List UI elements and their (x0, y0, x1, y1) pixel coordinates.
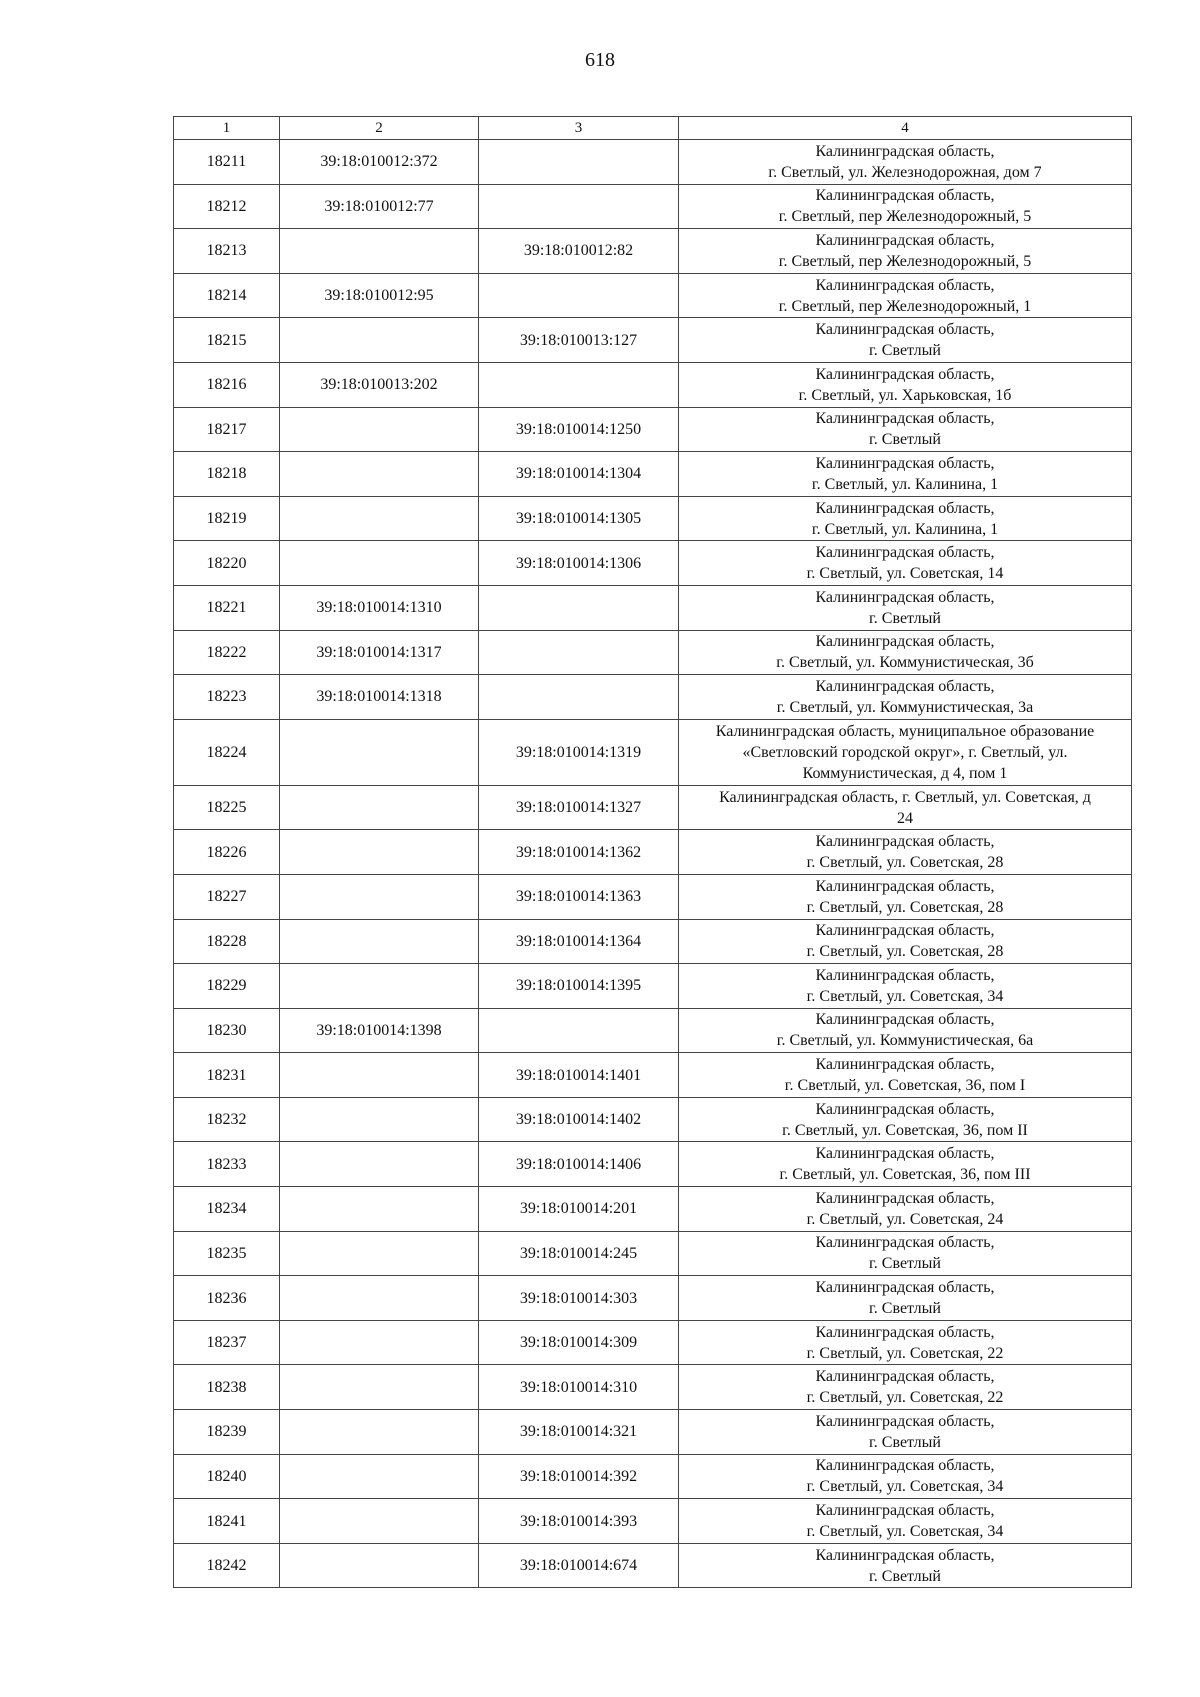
row-number: 18211 (174, 140, 280, 185)
table-row (174, 630, 1132, 675)
cadastral-number-col3: 39:18:010014:1401 (479, 1053, 679, 1098)
row-number: 18223 (174, 675, 280, 720)
register-table (173, 116, 1132, 1588)
cadastral-number-col2: 39:18:010012:95 (280, 273, 479, 318)
table-row (174, 407, 1132, 452)
table-row (174, 785, 1132, 830)
cadastral-number-col3: 39:18:010014:393 (479, 1499, 679, 1544)
row-number: 18225 (174, 785, 280, 830)
row-number: 18241 (174, 1499, 280, 1544)
row-number: 18214 (174, 273, 280, 318)
cadastral-number-col3: 39:18:010014:201 (479, 1187, 679, 1232)
cadastral-number-col2: 39:18:010014:1310 (280, 585, 479, 630)
table-row (174, 1097, 1132, 1142)
row-number: 18213 (174, 229, 280, 274)
cadastral-number-col3: 39:18:010014:1363 (479, 874, 679, 919)
cadastral-number-col3 (479, 630, 679, 675)
row-number: 18224 (174, 719, 280, 785)
table-row (174, 318, 1132, 363)
table-row (174, 1320, 1132, 1365)
table-row (174, 585, 1132, 630)
row-number: 18236 (174, 1276, 280, 1321)
cadastral-number-col3: 39:18:010014:321 (479, 1410, 679, 1455)
cadastral-number-col2 (280, 1454, 479, 1499)
table-row (174, 1365, 1132, 1410)
table-row (174, 452, 1132, 497)
table-row (174, 1276, 1132, 1321)
cadastral-number-col3: 39:18:010014:1327 (479, 785, 679, 830)
cadastral-number-col2: 39:18:010014:1318 (280, 675, 479, 720)
address: Калининградская область, г. Светлый, ул. Советская, д 24 (679, 785, 1132, 830)
cadastral-number-col3: 39:18:010014:245 (479, 1231, 679, 1276)
cadastral-number-col3 (479, 140, 679, 185)
cadastral-number-col3: 39:18:010013:127 (479, 318, 679, 363)
cadastral-number-col2 (280, 229, 479, 274)
table-row (174, 1543, 1132, 1588)
cadastral-number-col2 (280, 1543, 479, 1588)
table-row (174, 140, 1132, 185)
table-row (174, 184, 1132, 229)
cadastral-number-col3: 39:18:010014:310 (479, 1365, 679, 1410)
table-row (174, 273, 1132, 318)
cadastral-number-col2 (280, 1320, 479, 1365)
column-header-4: 4 (679, 117, 1132, 140)
address: Калининградская область, г. Светлый, ул. Коммунистическая, 6а (679, 1008, 1132, 1053)
column-header-3: 3 (479, 117, 679, 140)
row-number: 18221 (174, 585, 280, 630)
cadastral-number-col3 (479, 1008, 679, 1053)
cadastral-number-col2: 39:18:010013:202 (280, 362, 479, 407)
cadastral-number-col2: 39:18:010012:372 (280, 140, 479, 185)
table-row (174, 1187, 1132, 1232)
cadastral-number-col3: 39:18:010014:303 (479, 1276, 679, 1321)
page-number: 618 (585, 49, 615, 71)
cadastral-number-col2 (280, 874, 479, 919)
table-row (174, 919, 1132, 964)
table-row (174, 1454, 1132, 1499)
row-number: 18232 (174, 1097, 280, 1142)
address: Калининградская область, г. Светлый (679, 318, 1132, 363)
cadastral-number-col2 (280, 964, 479, 1009)
table-row (174, 541, 1132, 586)
address: Калининградская область, г. Светлый, ул. Советская, 36, пом II (679, 1097, 1132, 1142)
cadastral-number-col3: 39:18:010014:392 (479, 1454, 679, 1499)
row-number: 18240 (174, 1454, 280, 1499)
address: Калининградская область, г. Светлый, ул. Харьковская, 1б (679, 362, 1132, 407)
row-number: 18212 (174, 184, 280, 229)
address: Калининградская область, г. Светлый (679, 1543, 1132, 1588)
row-number: 18217 (174, 407, 280, 452)
address: Калининградская область, г. Светлый, пер Железнодорожный, 1 (679, 273, 1132, 318)
cadastral-number-col2 (280, 785, 479, 830)
cadastral-number-col3: 39:18:010014:1362 (479, 830, 679, 875)
row-number: 18218 (174, 452, 280, 497)
table-row (174, 1008, 1132, 1053)
address: Калининградская область, г. Светлый, ул. Советская, 24 (679, 1187, 1132, 1232)
address: Калининградская область, г. Светлый, ул. Советская, 14 (679, 541, 1132, 586)
table-row (174, 496, 1132, 541)
cadastral-number-col2 (280, 1053, 479, 1098)
address: Калининградская область, г. Светлый, ул. Советская, 28 (679, 919, 1132, 964)
row-number: 18222 (174, 630, 280, 675)
row-number: 18239 (174, 1410, 280, 1455)
cadastral-number-col3: 39:18:010014:1306 (479, 541, 679, 586)
row-number: 18227 (174, 874, 280, 919)
cadastral-number-col2 (280, 1231, 479, 1276)
address: Калининградская область, г. Светлый, ул. Советская, 28 (679, 874, 1132, 919)
cadastral-number-col2 (280, 919, 479, 964)
address: Калининградская область, г. Светлый, ул. Советская, 34 (679, 964, 1132, 1009)
address: Калининградская область, г. Светлый (679, 1410, 1132, 1455)
row-number: 18233 (174, 1142, 280, 1187)
cadastral-number-col3: 39:18:010014:1250 (479, 407, 679, 452)
cadastral-number-col3: 39:18:010014:1402 (479, 1097, 679, 1142)
table-row (174, 830, 1132, 875)
column-header-1: 1 (174, 117, 280, 140)
cadastral-number-col2 (280, 830, 479, 875)
address: Калининградская область, г. Светлый, ул. Железнодорожная, дом 7 (679, 140, 1132, 185)
address: Калининградская область, г. Светлый, ул. Калинина, 1 (679, 496, 1132, 541)
table-row (174, 1231, 1132, 1276)
address: Калининградская область, г. Светлый, ул. Советская, 28 (679, 830, 1132, 875)
row-number: 18220 (174, 541, 280, 586)
cadastral-number-col3: 39:18:010014:1305 (479, 496, 679, 541)
table-row (174, 362, 1132, 407)
address: Калининградская область, г. Светлый, ул. Советская, 22 (679, 1365, 1132, 1410)
cadastral-number-col2 (280, 452, 479, 497)
cadastral-number-col2 (280, 541, 479, 586)
cadastral-number-col3: 39:18:010014:674 (479, 1543, 679, 1588)
row-number: 18235 (174, 1231, 280, 1276)
table-row (174, 874, 1132, 919)
address: Калининградская область, г. Светлый, ул. Советская, 36, пом III (679, 1142, 1132, 1187)
address: Калининградская область, г. Светлый, ул. Советская, 22 (679, 1320, 1132, 1365)
table-row (174, 229, 1132, 274)
cadastral-number-col2: 39:18:010012:77 (280, 184, 479, 229)
cadastral-number-col3: 39:18:010014:309 (479, 1320, 679, 1365)
row-number: 18216 (174, 362, 280, 407)
cadastral-number-col2 (280, 318, 479, 363)
row-number: 18219 (174, 496, 280, 541)
cadastral-number-col2 (280, 407, 479, 452)
row-number: 18228 (174, 919, 280, 964)
column-header-2: 2 (280, 117, 479, 140)
cadastral-number-col3 (479, 362, 679, 407)
cadastral-number-col2 (280, 1142, 479, 1187)
table-row (174, 1410, 1132, 1455)
table-row (174, 675, 1132, 720)
row-number: 18234 (174, 1187, 280, 1232)
cadastral-number-col2 (280, 1097, 479, 1142)
address: Калининградская область, г. Светлый, ул. Коммунистическая, 3а (679, 675, 1132, 720)
header-row (174, 117, 1132, 140)
cadastral-number-col3: 39:18:010014:1395 (479, 964, 679, 1009)
row-number: 18237 (174, 1320, 280, 1365)
row-number: 18229 (174, 964, 280, 1009)
cadastral-number-col2 (280, 719, 479, 785)
cadastral-number-col2: 39:18:010014:1398 (280, 1008, 479, 1053)
address: Калининградская область, г. Светлый, пер Железнодорожный, 5 (679, 184, 1132, 229)
cadastral-number-col3: 39:18:010014:1304 (479, 452, 679, 497)
address: Калининградская область, г. Светлый, ул. Коммунистическая, 3б (679, 630, 1132, 675)
row-number: 18238 (174, 1365, 280, 1410)
address: Калининградская область, г. Светлый, ул. Советская, 34 (679, 1454, 1132, 1499)
address: Калининградская область, муниципальное образование «Светловский городской округ», г. Светлый, ул. Коммунистическая, д 4, пом 1 (679, 719, 1132, 785)
cadastral-number-col3 (479, 273, 679, 318)
cadastral-number-col3 (479, 585, 679, 630)
address: Калининградская область, г. Светлый (679, 407, 1132, 452)
cadastral-number-col2 (280, 496, 479, 541)
cadastral-number-col3: 39:18:010014:1364 (479, 919, 679, 964)
cadastral-number-col2 (280, 1187, 479, 1232)
address: Калининградская область, г. Светлый, ул. Советская, 36, пом I (679, 1053, 1132, 1098)
table-row (174, 1142, 1132, 1187)
table-row (174, 964, 1132, 1009)
table-body (174, 140, 1132, 1588)
cadastral-number-col2 (280, 1365, 479, 1410)
address: Калининградская область, г. Светлый, ул. Калинина, 1 (679, 452, 1132, 497)
cadastral-number-col3: 39:18:010012:82 (479, 229, 679, 274)
cadastral-number-col3 (479, 184, 679, 229)
cadastral-number-col3 (479, 675, 679, 720)
table-row (174, 1499, 1132, 1544)
table-header (174, 117, 1132, 140)
row-number: 18242 (174, 1543, 280, 1588)
cadastral-number-col2 (280, 1410, 479, 1455)
address: Калининградская область, г. Светлый, пер Железнодорожный, 5 (679, 229, 1132, 274)
cadastral-number-col2 (280, 1276, 479, 1321)
table-row (174, 719, 1132, 785)
table-row (174, 1053, 1132, 1098)
address: Калининградская область, г. Светлый (679, 1231, 1132, 1276)
cadastral-number-col2 (280, 1499, 479, 1544)
row-number: 18231 (174, 1053, 280, 1098)
row-number: 18215 (174, 318, 280, 363)
address: Калининградская область, г. Светлый, ул. Советская, 34 (679, 1499, 1132, 1544)
address: Калининградская область, г. Светлый (679, 1276, 1132, 1321)
cadastral-number-col3: 39:18:010014:1319 (479, 719, 679, 785)
address: Калининградская область, г. Светлый (679, 585, 1132, 630)
row-number: 18226 (174, 830, 280, 875)
cadastral-number-col2: 39:18:010014:1317 (280, 630, 479, 675)
row-number: 18230 (174, 1008, 280, 1053)
cadastral-number-col3: 39:18:010014:1406 (479, 1142, 679, 1187)
